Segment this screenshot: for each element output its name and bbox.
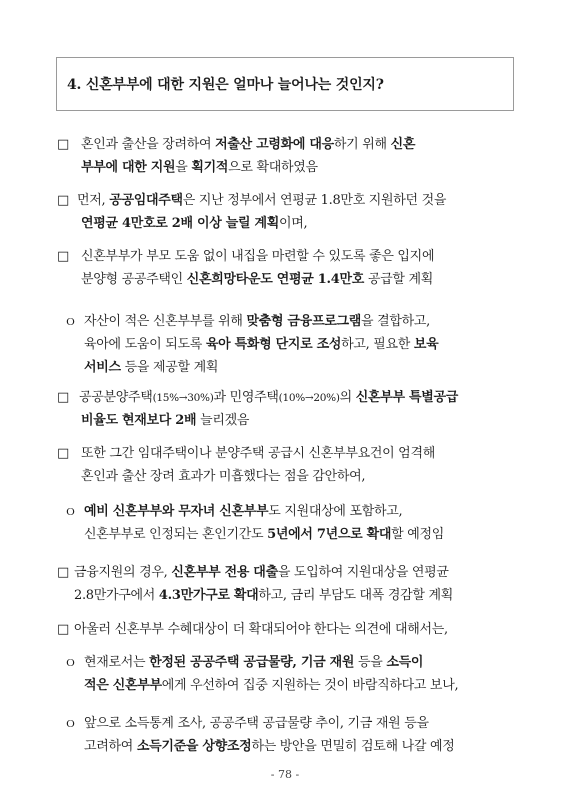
paragraph-7 xyxy=(64,500,520,546)
square-bullet: □ xyxy=(57,446,69,461)
square-bullet: □ xyxy=(57,137,69,152)
line: 분양형 공공주택인 신혼희망타운도 연평균 1.4만호 공급할 계획 xyxy=(81,272,433,287)
line: 적은 신혼부부에게 우선하여 집중 지원하는 것이 바람직하다고 보나, xyxy=(84,678,459,693)
paragraph-3 xyxy=(57,245,517,291)
line: 공공분양주택(15%→30%)과 민영주택(10%→20%)의 신혼부부 특별공급 xyxy=(79,390,459,405)
square-bullet: □ xyxy=(57,565,69,580)
square-bullet: □ xyxy=(57,622,69,637)
line: 고려하여 소득기준을 상향조정하는 방안을 면밀히 검토해 나갈 예정 xyxy=(84,739,455,754)
paragraph-4 xyxy=(64,310,520,379)
line: 앞으로 소득통계 조사, 공공주택 공급물량 추이, 기금 재원 등을 xyxy=(84,716,429,731)
paragraph-9 xyxy=(57,618,517,641)
line: 연평균 4만호로 2배 이상 늘릴 계획이며, xyxy=(81,216,308,231)
circle-bullet: ｏ xyxy=(64,314,77,329)
paragraph-10 xyxy=(64,651,520,697)
square-bullet: □ xyxy=(57,390,69,405)
line: 서비스 등을 제공할 계획 xyxy=(84,360,219,375)
line: 현재로서는 한정된 공공주택 공급물량, 기금 재원 등을 소득이 xyxy=(84,655,424,670)
paragraph-11 xyxy=(64,712,520,758)
line: 2.8만가구에서 4.3만가구로 확대하고, 금리 부담도 대폭 경감할 계획 xyxy=(74,588,454,603)
circle-bullet: ｏ xyxy=(64,655,77,670)
square-bullet: □ xyxy=(57,193,69,208)
line: 또한 그간 임대주택이나 분양주택 공급시 신혼부부요건이 엄격해 xyxy=(81,446,435,461)
line: 신혼부부가 부모 도움 없이 내집을 마련할 수 있도록 좋은 입지에 xyxy=(81,249,435,264)
paragraph-8 xyxy=(57,561,517,607)
line: 금융지원의 경우, 신혼부부 전용 대출을 도입하여 지원대상을 연평균 xyxy=(74,565,449,580)
line: 혼인과 출산 장려 효과가 미흡했다는 점을 감안하여, xyxy=(81,469,366,484)
square-bullet: □ xyxy=(57,249,69,264)
paragraph-2 xyxy=(57,189,517,235)
circle-bullet: ｏ xyxy=(64,716,77,731)
section-title-box xyxy=(56,57,514,111)
line: 비율도 현재보다 2배 늘리겠음 xyxy=(81,413,250,428)
paragraph-1 xyxy=(57,133,517,179)
paragraph-6 xyxy=(57,442,517,488)
page-number: - 78 - xyxy=(270,768,300,781)
line: 신혼부부로 인정되는 혼인기간도 5년에서 7년으로 확대할 예정임 xyxy=(84,527,444,542)
paragraph-5 xyxy=(57,386,517,432)
line: 육아에 도움이 되도록 육아 특화형 단지로 조성하고, 필요한 보육 xyxy=(84,337,439,352)
line: 자산이 적은 신혼부부를 위해 맞춤형 금융프로그램을 결합하고, xyxy=(84,314,430,329)
line: 예비 신혼부부와 무자녀 신혼부부도 지원대상에 포함하고, xyxy=(84,504,403,519)
line: 부부에 대한 지원을 획기적으로 확대하였음 xyxy=(81,160,318,175)
circle-bullet: ｏ xyxy=(64,504,77,519)
line: 아울러 신혼부부 수혜대상이 더 확대되어야 한다는 의견에 대해서는, xyxy=(74,622,448,637)
line: 먼저, 공공임대주택은 지난 정부에서 연평균 1.8만호 지원하던 것을 xyxy=(77,193,447,208)
section-title: 4. 신혼부부에 대한 지원은 얼마나 늘어나는 것인지? xyxy=(67,77,384,93)
line: 혼인과 출산을 장려하여 저출산 고령화에 대응하기 위해 신혼 xyxy=(81,137,416,152)
